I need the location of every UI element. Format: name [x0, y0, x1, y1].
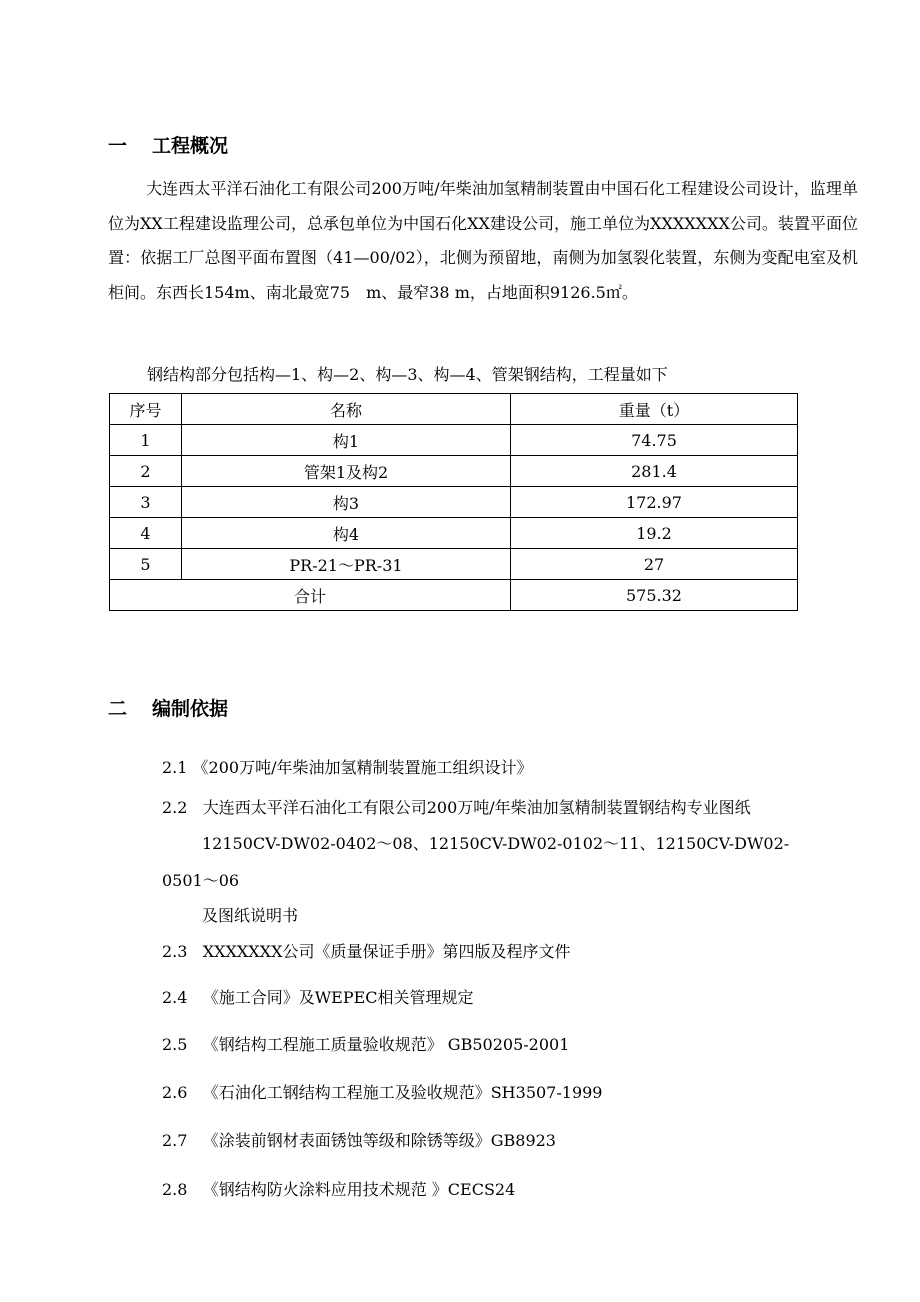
item-number: 2.2	[162, 798, 188, 817]
table-row	[110, 549, 798, 580]
table-cell: 281.4	[511, 456, 798, 487]
section-1-paragraph-block	[108, 172, 858, 310]
header-cell: 名称	[182, 394, 511, 425]
table-cell: 74.75	[511, 425, 798, 456]
section-2-title: 编制依据	[152, 698, 229, 720]
item-number: 2.7	[162, 1131, 188, 1150]
table-cell: 4	[110, 518, 182, 549]
table-row	[110, 518, 798, 549]
item-number: 2.4	[162, 988, 188, 1007]
section-1-title: 工程概况	[152, 135, 229, 157]
item-text: 《石油化工钢结构工程施工及验收规范》SH3507-1999	[202, 1083, 603, 1102]
item-text: 《钢结构工程施工质量验收规范》 GB50205-2001	[202, 1035, 570, 1054]
reference-item-2-6	[162, 1080, 602, 1103]
reference-item-2-4	[162, 985, 474, 1008]
table-header-row	[110, 394, 798, 425]
reference-item-2-2-line-4: 及图纸说明书	[202, 906, 299, 925]
header-cell: 重量（t）	[511, 394, 798, 425]
item-number: 2.6	[162, 1083, 188, 1102]
item-number: 2.3	[162, 942, 188, 961]
item-text: 《200万吨/年柴油加氢精制装置施工组织设计》	[192, 758, 533, 777]
reference-item-2-7	[162, 1128, 556, 1151]
table-total-row	[110, 580, 798, 611]
reference-item-2-8	[162, 1177, 515, 1200]
item-text: 《钢结构防火涂料应用技术规范 》CECS24	[202, 1180, 516, 1199]
item-number: 2.8	[162, 1180, 188, 1199]
table-cell: 管架1及构2	[182, 456, 511, 487]
table-cell: 5	[110, 549, 182, 580]
table-cell: 172.97	[511, 487, 798, 518]
table-cell: 构1	[182, 425, 511, 456]
section-1-paragraph: 大连西太平洋石油化工有限公司200万吨/年柴油加氢精制装置由中国石化工程建设公司设计，监理单位为XX工程建设监理公司，总承包单位为中国石化XX建设公司，施工单位为XXXXXXX公司。装置平面位置：依据工厂总图平面布置图（41—00/02），北侧为预留地，南侧为加氢裂化装置，东侧为变配电室及机柜间。东西长154m、南北最宽75 m、最窄38 m，占地面积9126.5㎡。	[108, 179, 858, 302]
total-label: 合计	[110, 580, 511, 611]
item-text: XXXXXXX公司《质量保证手册》第四版及程序文件	[202, 942, 571, 961]
item-text: 大连西太平洋石油化工有限公司200万吨/年柴油加氢精制装置钢结构专业图纸	[202, 798, 751, 817]
total-value: 575.32	[511, 580, 798, 611]
table-cell: 19.2	[511, 518, 798, 549]
section-2-heading	[108, 694, 228, 721]
table-cell: 1	[110, 425, 182, 456]
table-row	[110, 487, 798, 518]
table-row	[110, 425, 798, 456]
table-cell: PR-21～PR-31	[182, 549, 511, 580]
reference-item-2-5	[162, 1032, 569, 1055]
section-1-number: 一	[108, 135, 128, 157]
section-2-number: 二	[108, 698, 128, 720]
reference-item-2-3	[162, 939, 570, 962]
table-cell: 构4	[182, 518, 511, 549]
table-cell: 构3	[182, 487, 511, 518]
reference-item-2-2-line-3: 0501～06	[162, 871, 240, 890]
table-row	[110, 456, 798, 487]
item-text: 《施工合同》及WEPEC相关管理规定	[202, 988, 474, 1007]
table-cell: 2	[110, 456, 182, 487]
item-number: 2.1	[162, 758, 188, 777]
quantity-table	[109, 393, 798, 611]
item-text: 《涂装前钢材表面锈蚀等级和除锈等级》GB8923	[202, 1131, 556, 1150]
table-intro: 钢结构部分包括构—1、构—2、构—3、构—4、管架钢结构，工程量如下	[147, 365, 668, 384]
reference-item-2-1	[162, 755, 532, 778]
header-cell: 序号	[110, 394, 182, 425]
section-1-heading	[108, 131, 228, 158]
table-cell: 27	[511, 549, 798, 580]
reference-item-2-2-line-2: 12150CV-DW02-0402～08、12150CV-DW02-0102～11、12150CV-DW02-	[202, 834, 790, 853]
table-cell: 3	[110, 487, 182, 518]
reference-item-2-2	[162, 795, 751, 818]
item-number: 2.5	[162, 1035, 188, 1054]
